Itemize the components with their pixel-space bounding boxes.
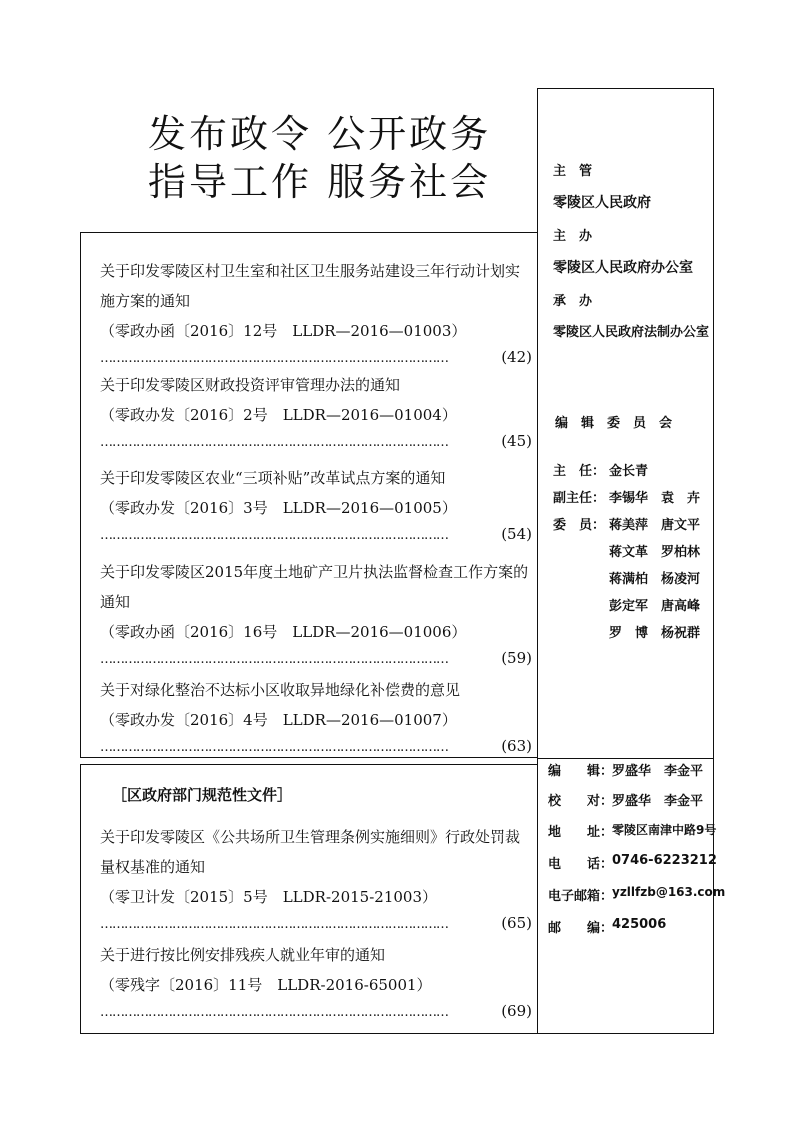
committee-heading: 编 辑 委 员 会 [555,416,673,431]
organizer-value: 零陵区人民政府法制办公室 [553,325,710,340]
member-row: 彭定军 唐高峰 [609,599,701,614]
postcode-value: 425006 [612,917,667,932]
member-row: 罗 博 杨祝群 [609,626,701,641]
toc-entry-leader [100,647,532,671]
toc-entry-title: 关于进行按比例安排残疾人就业年审的通知 [100,946,386,964]
slogan-line-1: 发布政令 公开政务 [148,112,492,156]
email-value[interactable]: yzllfzb@163.com [612,885,726,899]
member-row: 蒋美萍 唐文平 [609,518,701,533]
toc-entry-leader [100,430,532,454]
toc-entry-page: (69) [501,1002,532,1020]
sponsor-label: 主 办 [553,229,593,244]
phone-label: 电 话： [548,857,614,872]
toc-entry-page: (42) [501,348,532,366]
supervisor-label: 主 管 [553,164,593,179]
dot-leader: …………………………………………………………………………… [100,351,448,366]
masthead-slogan [148,110,518,206]
toc-entry-title: 关于印发零陵区财政投资评审管理办法的通知 [100,376,401,394]
toc-entry-leader [100,735,532,759]
toc-entry-code: （零政办函〔2016〕16号 LLDR—2016—01006） [100,623,467,641]
section-heading: ［区政府部门规范性文件］ [112,786,293,804]
dot-leader: …………………………………………………………………………… [100,435,448,450]
toc-entry-page: (65) [501,914,532,932]
organizer-label: 承 办 [553,294,593,309]
toc-entry-code: （零政办发〔2016〕4号 LLDR—2016—01007） [100,711,457,729]
vice-director-value: 李锡华 袁 卉 [609,491,701,506]
toc-entry-title: 关于对绿化整治不达标小区收取异地绿化补偿费的意见 [100,681,461,699]
proofreader-value: 罗盛华 李金平 [612,794,704,809]
phone-value: 0746-6223212 [612,853,717,868]
toc-entry-code: （零卫计发〔2015〕5号 LLDR-2015-21003） [100,888,437,906]
toc-entry[interactable] [100,370,532,454]
dot-leader: …………………………………………………………………………… [100,740,448,755]
toc-entry-page: (63) [501,737,532,755]
toc-entry[interactable] [100,940,532,1024]
address-label: 地 址： [548,825,614,840]
supervisor-value: 零陵区人民政府 [553,195,651,211]
toc-entry-code: （零政办函〔2016〕12号 LLDR—2016—01003） [100,322,467,340]
toc-entry-title: 关于印发零陵区村卫生室和社区卫生服务站建设三年行动计划实施方案的通知 [100,262,521,310]
dot-leader: …………………………………………………………………………… [100,528,448,543]
toc-entry[interactable] [100,256,532,370]
member-row: 蒋文革 罗柏林 [609,545,701,560]
toc-entry-code: （零政办发〔2016〕3号 LLDR—2016—01005） [100,499,457,517]
toc-entry-leader [100,346,532,370]
editor-value: 罗盛华 李金平 [612,764,704,779]
toc-entry-page: (59) [501,649,532,667]
editor-label: 编 辑： [548,764,614,779]
toc-entry-title: 关于印发零陵区2015年度土地矿产卫片执法监督检查工作方案的通知 [100,563,529,611]
toc-entry[interactable] [100,463,532,547]
members-label: 委 员： [553,518,606,533]
slogan-line-2: 指导工作 服务社会 [148,160,492,204]
dot-leader: …………………………………………………………………………… [100,652,448,667]
toc-entry[interactable] [100,822,532,936]
toc-entry-title: 关于印发零陵区《公共场所卫生管理条例实施细则》行政处罚裁量权基准的通知 [100,828,521,876]
vice-director-label: 副主任： [553,491,606,506]
toc-entry-code: （零残字〔2016〕11号 LLDR-2016-65001） [100,976,432,994]
toc-entry-title: 关于印发零陵区农业“三项补贴”改革试点方案的通知 [100,469,446,487]
toc-entry-leader [100,523,532,547]
toc-entry-leader [100,912,532,936]
address-value: 零陵区南津中路9号 [612,823,717,837]
masthead-divider [537,758,714,759]
toc-entry[interactable] [100,557,532,671]
toc-entry-code: （零政办发〔2016〕2号 LLDR—2016—01004） [100,406,457,424]
toc-entry-page: (45) [501,432,532,450]
sponsor-value: 零陵区人民政府办公室 [553,260,693,276]
director-label: 主 任： [553,464,606,479]
proofreader-label: 校 对： [548,794,614,809]
member-row: 蒋满柏 杨凌河 [609,572,701,587]
postcode-label: 邮 编： [548,921,614,936]
dot-leader: …………………………………………………………………………… [100,917,448,932]
email-label: 电子邮箱： [548,889,614,904]
dot-leader: …………………………………………………………………………… [100,1005,448,1020]
toc-entry-page: (54) [501,525,532,543]
toc-entry-leader [100,1000,532,1024]
toc-entry[interactable] [100,675,532,759]
director-value: 金长青 [609,464,649,479]
